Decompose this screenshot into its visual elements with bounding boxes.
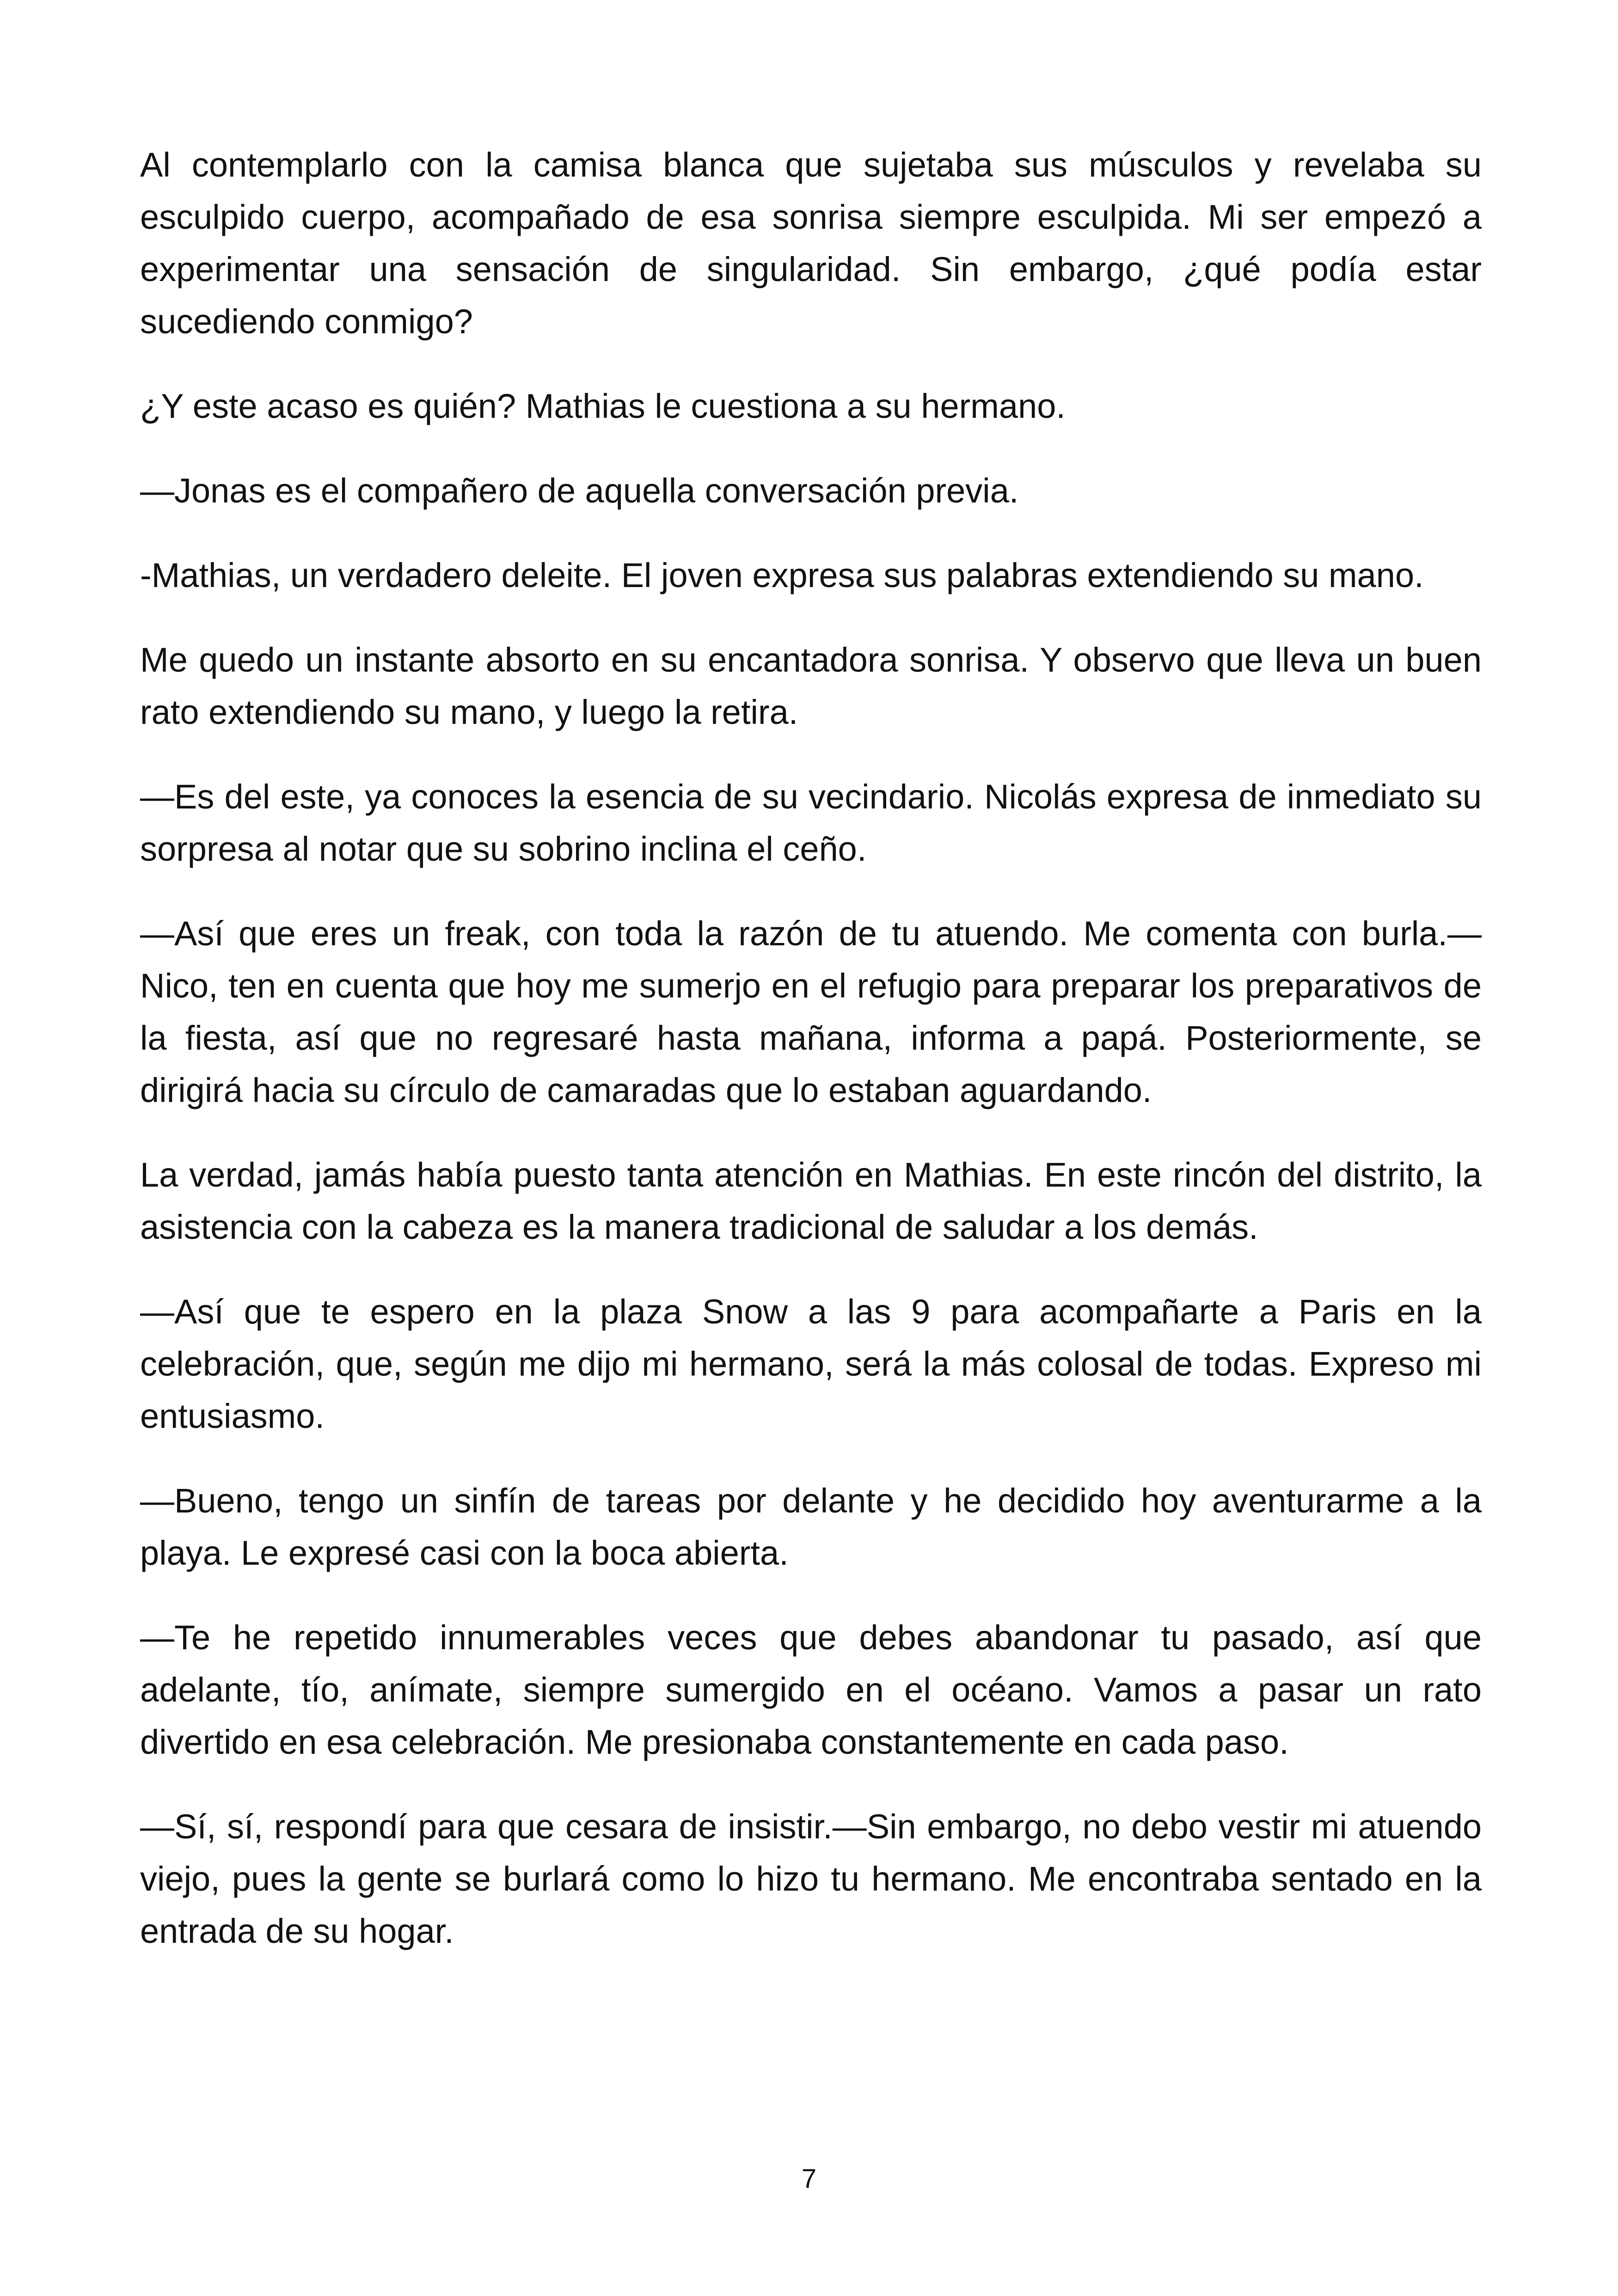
paragraph: —Así que eres un freak, con toda la razón de tu atuendo. Me comenta con burla.— Nico, ten en cuenta que hoy me sumerjo en el refugio para preparar los preparativos de la fiesta, así que no regresaré hasta mañana, informa a papá. Posteriormente, se dirigirá hacia su círculo de camaradas que lo estaban aguardando. [140,914,1482,1109]
paragraph: ¿Y este acaso es quién? Mathias le cuestiona a su hermano. [140,387,1066,425]
paragraph: —Sí, sí, respondí para que cesara de insistir.—Sin embargo, no debo vestir mi atuendo viejo, pues la gente se burlará como lo hizo tu hermano. Me encontraba sentado en la entrada de su hogar. [140,1807,1482,1950]
body-text [140,139,1482,1990]
paragraph: —Bueno, tengo un sinfín de tareas por delante y he decidido hoy aventurarme a la playa. Le expresé casi con la boca abierta. [140,1482,1482,1572]
paragraph: —Te he repetido innumerables veces que debes abandonar tu pasado, así que adelante, tío, anímate, siempre sumergido en el océano. Vamos a pasar un rato divertido en esa celebración. Me presionaba constantemente en cada paso. [140,1618,1482,1761]
paragraph: Me quedo un instante absorto en su encantadora sonrisa. Y observo que lleva un buen rato extendiendo su mano, y luego la retira. [140,641,1482,731]
paragraph: La verdad, jamás había puesto tanta atención en Mathias. En este rincón del distrito, la asistencia con la cabeza es la manera tradicional de saludar a los demás. [140,1156,1482,1246]
paragraph: —Es del este, ya conoces la esencia de su vecindario. Nicolás expresa de inmediato su sorpresa al notar que su sobrino inclina el ceño. [140,778,1482,868]
paragraph: Al contemplarlo con la camisa blanca que sujetaba sus músculos y revelaba su esculpido cuerpo, acompañado de esa sonrisa siempre esculpida. Mi ser empezó a experimentar una sensación de singularidad. Sin embargo, ¿qué podía estar sucediendo conmigo? [140,146,1482,341]
page-number: 7 [801,2164,817,2194]
paragraph: —Jonas es el compañero de aquella conversación previa. [140,471,1019,510]
paragraph: —Así que te espero en la plaza Snow a las 9 para acompañarte a Paris en la celebración, que, según me dijo mi hermano, será la más colosal de todas. Expreso mi entusiasmo. [140,1292,1482,1435]
paragraph: -Mathias, un verdadero deleite. El joven expresa sus palabras extendiendo su mano. [140,556,1424,594]
